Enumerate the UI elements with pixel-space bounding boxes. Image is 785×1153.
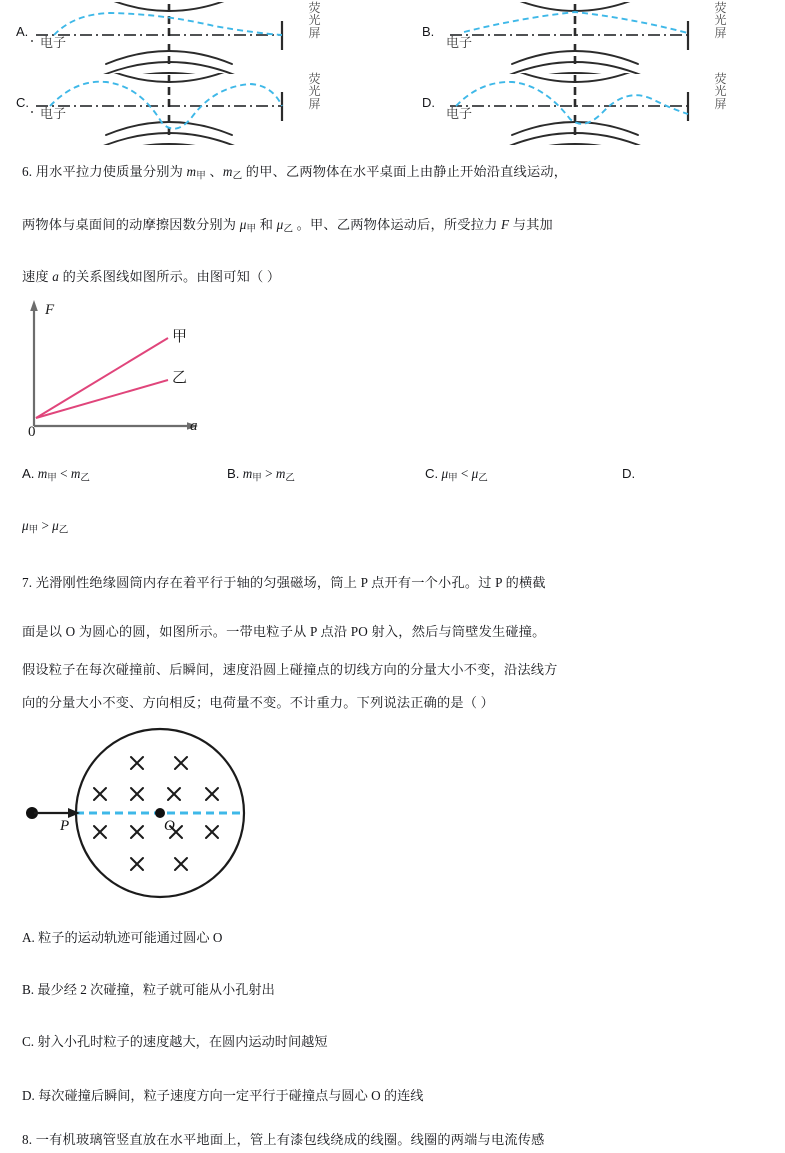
q6-option-a-label: A. — [22, 466, 35, 481]
q6-option-b-label: B. — [227, 466, 240, 481]
q6-option-a-sub1: 甲 — [47, 472, 57, 484]
q6-option-c-sub1: 甲 — [448, 472, 458, 484]
q7-option-d[interactable]: D. 每次碰撞后瞬间，粒子速度方向一定平行于碰撞点与圆心 O 的连线 — [22, 1088, 424, 1103]
question7-line-1: 7. 光滑刚性绝缘圆筒内存在着平行于轴的匀强磁场，筒上 P 点开有一个小孔。过 P 的横截 — [22, 575, 546, 590]
q6-option-c-sym2: μ — [471, 466, 479, 481]
q6-l3-asym: a — [52, 269, 60, 284]
series-label-yi: 乙 — [172, 370, 188, 386]
electron-label-c: 电子 — [40, 106, 67, 121]
q6-l2-d: 与其加 — [509, 217, 553, 232]
q6-option-b-sym1: m — [242, 466, 253, 481]
q6-l2-u2sub: 乙 — [283, 223, 294, 235]
choice-figure-a[interactable] — [14, 2, 324, 74]
question6-line-2 — [22, 218, 553, 234]
series-line-yi — [36, 380, 168, 418]
q6-option-c-label: C. — [425, 466, 439, 481]
q6-l3-a: 速度 — [22, 269, 53, 284]
q6-option-d-label-part[interactable] — [622, 466, 635, 482]
q6-option-d-sub1: 甲 — [28, 524, 39, 536]
electron-label-a: 电子 — [40, 35, 67, 50]
q6-l2-u2: μ — [276, 217, 284, 232]
q6-option-a-sub2: 乙 — [80, 472, 90, 484]
origin-label: 0 — [28, 424, 36, 440]
q7-option-c[interactable]: C. 射入小孔时粒子的速度越大，在圆内运动时间越短 — [22, 1034, 328, 1049]
q6-option-a-rel: < — [60, 466, 68, 481]
q6-l2-a: 两物体与桌面间的动摩擦因数分别为 — [22, 217, 240, 232]
q6-l1-c: 的甲、乙两物体在水平桌面上由静止开始沿直线运动， — [242, 164, 568, 179]
series-line-jia — [36, 338, 168, 418]
question7-line-2: 面是以 O 为圆心的圆，如图所示。一带电粒子从 P 点沿 PO 射入，然后与筒壁发生碰撞。 — [22, 624, 546, 639]
point-o-label: O — [164, 818, 175, 834]
choice-figure-a-label: A. — [16, 24, 29, 39]
q7-option-b[interactable]: B. 最少经 2 次碰撞，粒子就可能从小孔射出 — [22, 982, 275, 997]
y-axis-arrow — [30, 300, 38, 311]
field-lines-svg-d — [420, 73, 730, 145]
incoming-arrow-head — [68, 808, 80, 818]
magnetic-field-circle-figure — [20, 718, 280, 918]
q6-l3-b: 的关系图线如图所示。由图可知（ ） — [59, 269, 281, 284]
q6-l2-u1sub: 甲 — [246, 223, 257, 235]
field-lines-svg-c — [14, 73, 324, 145]
choice-figure-b[interactable] — [420, 2, 730, 74]
q6-option-c[interactable] — [425, 466, 488, 483]
q6-option-c-rel: < — [460, 466, 469, 481]
choice-figure-b-label: B. — [422, 24, 435, 39]
bfield-svg — [20, 718, 280, 918]
fa-chart-svg — [20, 298, 220, 438]
electron-label-b: 电子 — [446, 35, 473, 50]
q6-option-c-sym1: μ — [441, 466, 449, 481]
x-axis-label: a — [190, 418, 198, 434]
q6-l1-m2: m — [222, 164, 233, 179]
q6-option-d-rel: > — [41, 518, 49, 533]
q6-l2-u1: μ — [239, 217, 247, 232]
q6-option-b[interactable] — [227, 466, 295, 483]
choice-figure-c-label: C. — [16, 95, 29, 110]
q6-option-d-sym1: μ — [22, 518, 29, 533]
q6-option-d-sub2: 乙 — [58, 524, 69, 536]
q6-option-c-sub2: 乙 — [478, 472, 488, 484]
q6-l1-b: 、 — [205, 164, 223, 179]
question7-line-4: 向的分量大小不变、方向相反；电荷量不变。不计重力。下列说法正确的是（ ） — [22, 695, 495, 710]
q6-option-d-label: D. — [622, 466, 636, 481]
choice-figure-c[interactable] — [14, 73, 324, 145]
screen-label-a: 荧光屏 — [308, 1, 321, 40]
question6-line-1 — [22, 165, 567, 181]
question7-line-3: 假设粒子在每次碰撞前、后瞬间，速度沿圆上碰撞点的切线方向的分量大小不变，沿法线方 — [22, 662, 558, 677]
q6-l1-m1: m — [186, 164, 197, 179]
y-axis-label: F — [45, 302, 55, 318]
force-acceleration-chart — [20, 298, 220, 438]
q7-option-a[interactable]: A. 粒子的运动轨迹可能通过圆心 O — [22, 930, 223, 945]
q6-option-a-sym2: m — [70, 466, 81, 481]
q6-option-a[interactable] — [22, 466, 90, 483]
screen-label-c: 荧光屏 — [308, 72, 321, 111]
q6-l2-b: 和 — [256, 217, 277, 232]
q6-option-b-sym2: m — [275, 466, 286, 481]
q6-l2-F: F — [500, 217, 510, 232]
electron-trajectory-d — [456, 82, 688, 124]
q6-option-d-sym2: μ — [52, 518, 59, 533]
series-label-jia: 甲 — [172, 329, 188, 345]
q6-option-d-body[interactable] — [22, 518, 68, 535]
electron-label-d: 电子 — [446, 106, 473, 121]
choice-figure-d[interactable] — [420, 73, 730, 145]
question6-line-3 — [22, 270, 280, 283]
q6-l1-m1sub: 甲 — [196, 170, 206, 182]
point-p-label: P — [60, 818, 70, 834]
field-lines-svg-a — [14, 2, 324, 74]
question8-line-1: 8. 一有机玻璃管竖直放在水平地面上，管上有漆包线绕成的线圈。线圈的两端与电流传感 — [22, 1132, 545, 1147]
q6-option-b-rel: > — [265, 466, 273, 481]
q6-option-b-sub1: 甲 — [252, 472, 262, 484]
q6-l1-a: 6. 用水平拉力使质量分别为 — [22, 164, 187, 179]
field-lines-svg-b — [420, 2, 730, 74]
screen-label-d: 荧光屏 — [714, 72, 727, 111]
q6-l1-m2sub: 乙 — [232, 170, 243, 182]
center-point-o — [155, 808, 165, 818]
q6-l2-c: 。甲、乙两物体运动后，所受拉力 — [293, 217, 501, 232]
screen-label-b: 荧光屏 — [714, 1, 727, 40]
q6-option-b-sub2: 乙 — [285, 472, 295, 484]
choice-figure-d-label: D. — [422, 95, 435, 110]
q6-option-a-sym1: m — [37, 466, 48, 481]
